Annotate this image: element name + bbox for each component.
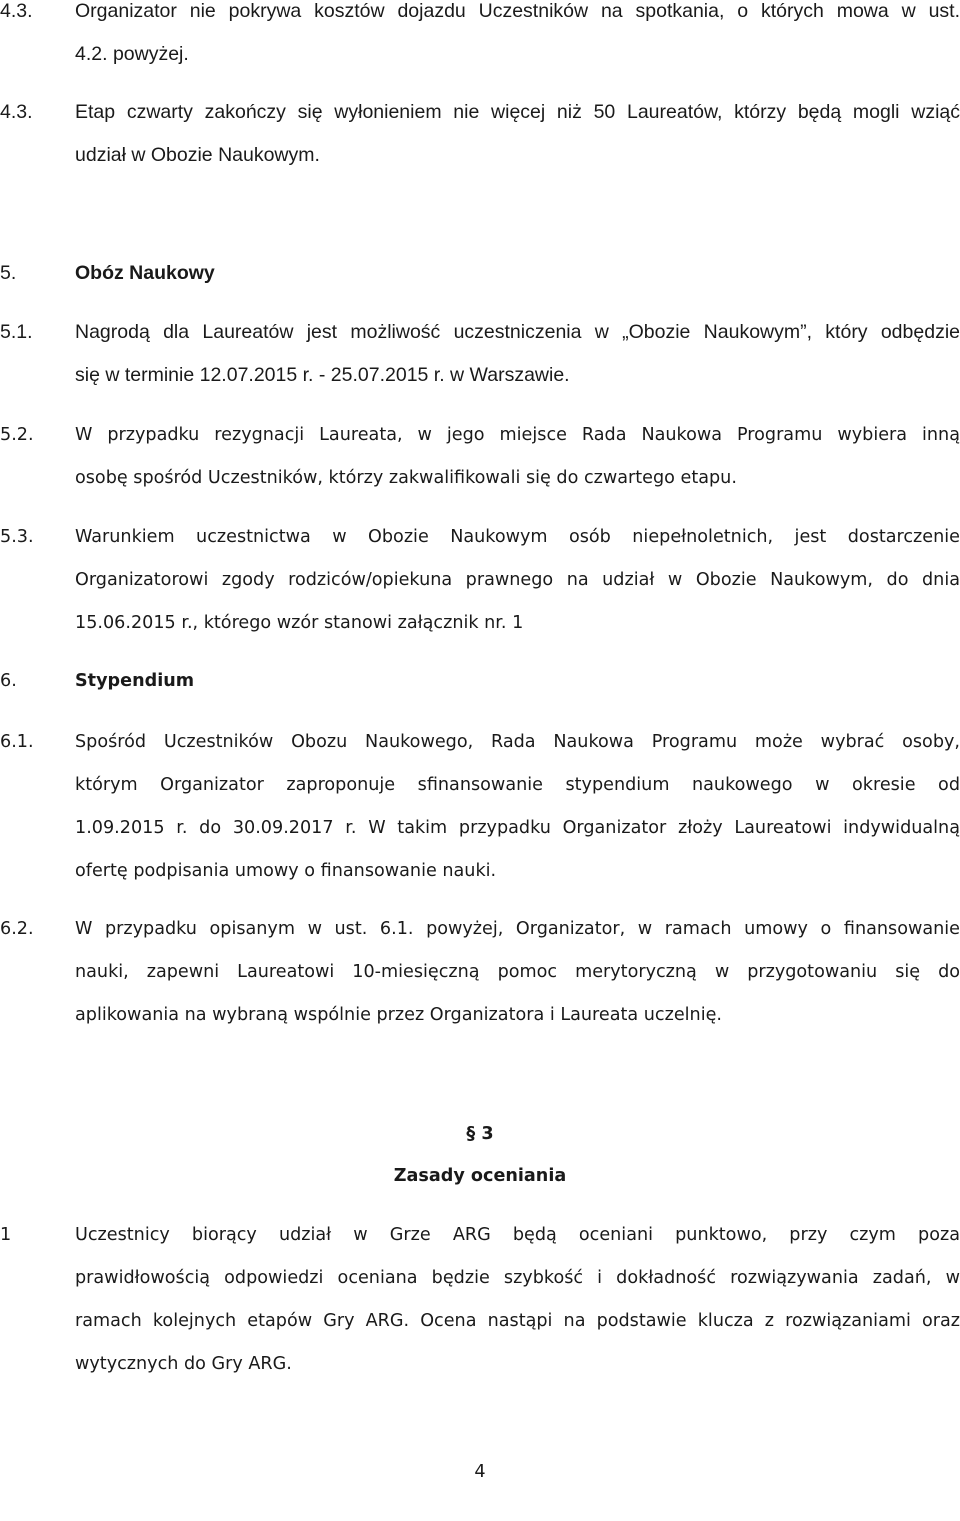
clause-line: Etap czwarty zakończy się wyłonieniem nie więcej niż 50 Laureatów, którzy będą mogli wziąć [75,101,960,123]
clause-number: 5.1. [0,321,33,343]
clause-line: Warunkiem uczestnictwa w Obozie Naukowym osób niepełnoletnich, jest dostarczenie [75,527,960,547]
clause-line: udział w Obozie Naukowym. [75,144,320,166]
clause-line: osobę spośród Uczestników, którzy zakwalifikowali się do czwartego etapu. [75,468,737,488]
clause-number: 4.3. [0,0,33,22]
clause-line: nauki, zapewni Laureatowi 10-miesięczną pomoc merytoryczną w przygotowaniu się do [75,962,960,982]
clause-line: którym Organizator zaproponuje sfinansowanie stypendium naukowego w okresie od [75,775,960,795]
section-mark: § 3 [466,1124,494,1144]
clause-line: ofertę podpisania umowy o finansowanie nauki. [75,861,497,881]
clause-line: 1.09.2015 r. do 30.09.2017 r. W takim przypadku Organizator złoży Laureatowi indywidualną [75,818,960,838]
clause-line: 4.2. powyżej. [75,43,189,65]
clause-line: się w terminie 12.07.2015 r. - 25.07.2015 r. w Warszawie. [75,364,570,386]
rule-line: wytycznych do Gry ARG. [75,1354,292,1374]
clause-line: Organizatorowi zgody rodziców/opiekuna prawnego na udział w Obozie Naukowym, do dnia [75,570,960,590]
heading-number: 5. [0,262,17,284]
clause-number: 5.3. [0,527,34,547]
heading-title: Obóz Naukowy [75,262,215,284]
rule-line: Uczestnicy biorący udział w Grze ARG będą oceniani punktowo, przy czym poza [75,1225,960,1245]
clause-line: Organizator nie pokrywa kosztów dojazdu Uczestników na spotkania, o których mowa w ust. [75,0,960,22]
page-number: 4 [474,1462,486,1482]
rule-line: prawidłowością odpowiedzi oceniana będzie szybkość i dokładność rozwiązywania zadań, w [75,1268,960,1288]
heading-number: 6. [0,671,17,691]
clause-line: aplikowania na wybraną wspólnie przez Organizatora i Laureata uczelnię. [75,1005,722,1025]
clause-number: 5.2. [0,425,34,445]
clause-number: 6.2. [0,919,34,939]
clause-line: W przypadku rezygnacji Laureata, w jego miejsce Rada Naukowa Programu wybiera inną [75,425,960,445]
section-title: Zasady oceniania [393,1166,567,1186]
heading-title: Stypendium [75,671,195,691]
clause-line: Nagrodą dla Laureatów jest możliwość uczestniczenia w „Obozie Naukowym”, który odbędzie [75,321,960,343]
rule-number: 1 [0,1225,12,1245]
clause-line: 15.06.2015 r., którego wzór stanowi załącznik nr. 1 [75,613,524,633]
clause-number: 4.3. [0,101,33,123]
clause-line: Spośród Uczestników Obozu Naukowego, Rada Naukowa Programu może wybrać osoby, [75,732,960,752]
clause-line: W przypadku opisanym w ust. 6.1. powyżej, Organizator, w ramach umowy o finansowanie [75,919,960,939]
rule-line: ramach kolejnych etapów Gry ARG. Ocena nastąpi na podstawie klucza z rozwiązaniami oraz [75,1311,960,1331]
clause-number: 6.1. [0,732,34,752]
